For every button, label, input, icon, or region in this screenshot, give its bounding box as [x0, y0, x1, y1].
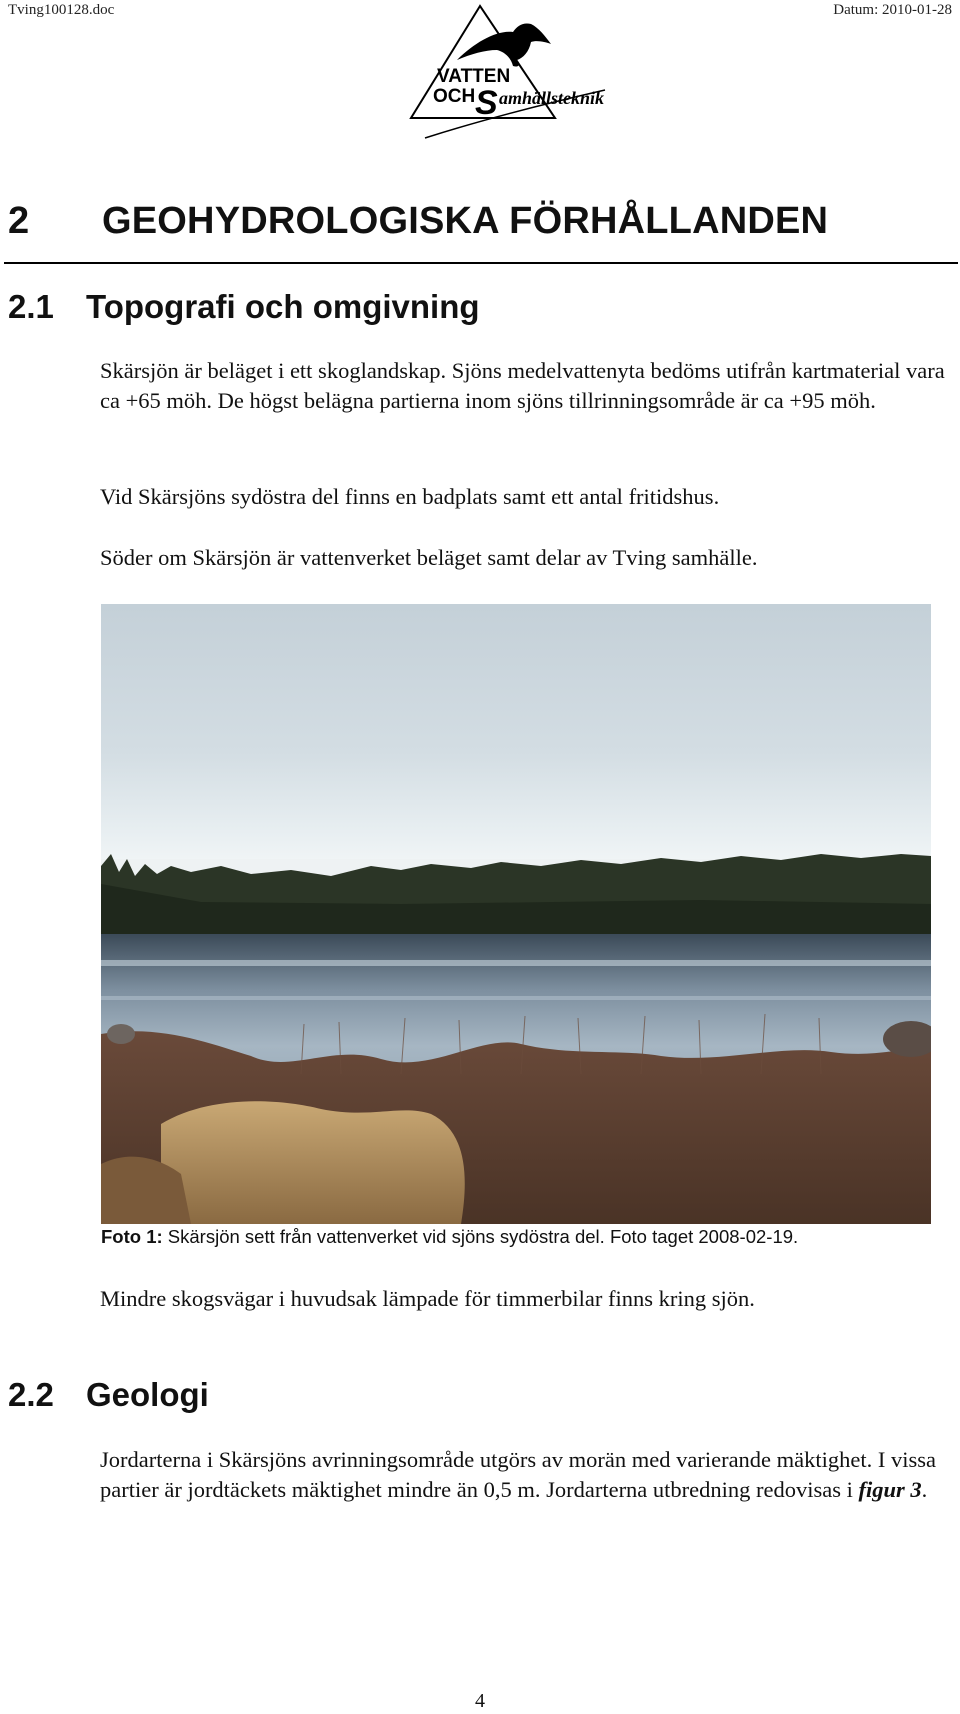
subsection-number: 2.1 [8, 288, 54, 325]
caption-text: Skärsjön sett från vattenverket vid sjöns sydöstra del. Foto taget 2008-02-19. [162, 1226, 799, 1247]
paragraph-geologi-1 [100, 1445, 950, 1505]
subsection-heading-geologi [8, 1376, 209, 1414]
header-date: Datum: 2010-01-28 [833, 2, 952, 18]
subsection-title: Topografi och omgivning [86, 288, 480, 325]
subsection-title: Geologi [86, 1376, 209, 1413]
logo-word-vatten: VATTEN [437, 66, 511, 87]
section-heading [8, 200, 958, 243]
subsection-number: 2.2 [8, 1376, 54, 1413]
figure-reference: figur 3 [858, 1477, 922, 1502]
header-filename: Tving100128.doc [8, 2, 115, 18]
logo-initial-s: S [475, 84, 498, 122]
section-number: 2 [8, 200, 30, 242]
company-logo [405, 2, 645, 142]
geologi-text: Jordarterna i Skärsjöns avrinningsområde utgörs av morän med varierande mäktighet. I vissa partier är jordtäckets mäktighet mindre än 0,5 m. Jordarterna utbredning redovisas i [100, 1447, 937, 1502]
subsection-heading-topografi [8, 288, 480, 326]
paragraph-topografi-1: Skärsjön är beläget i ett skoglandskap. Sjöns medelvattenyta bedöms utifrån kartmaterial vara ca +65 möh. De högst belägna partierna inom sjöns tillrinningsområde är ca +95 möh. [100, 358, 945, 413]
logo-word-samhallsteknik: amhällsteknik [499, 88, 605, 108]
section-title: GEOHYDROLOGISKA FÖRHÅLLANDEN [102, 200, 829, 242]
lake-photo [101, 604, 931, 1224]
photo-caption [101, 1226, 951, 1248]
page-number: 4 [475, 1690, 485, 1712]
caption-label: Foto 1: [101, 1226, 163, 1247]
logo-word-och: OCH [433, 86, 476, 107]
paragraph-topografi-4: Mindre skogsvägar i huvudsak lämpade för timmerbilar finns kring sjön. [100, 1286, 755, 1311]
heading-rule [4, 262, 958, 264]
paragraph-topografi-3: Söder om Skärsjön är vattenverket beläget samt delar av Tving samhälle. [100, 545, 758, 570]
paragraph-topografi-2: Vid Skärsjöns sydöstra del finns en badplats samt ett antal fritidshus. [100, 484, 720, 509]
geologi-text-end: . [921, 1477, 928, 1502]
